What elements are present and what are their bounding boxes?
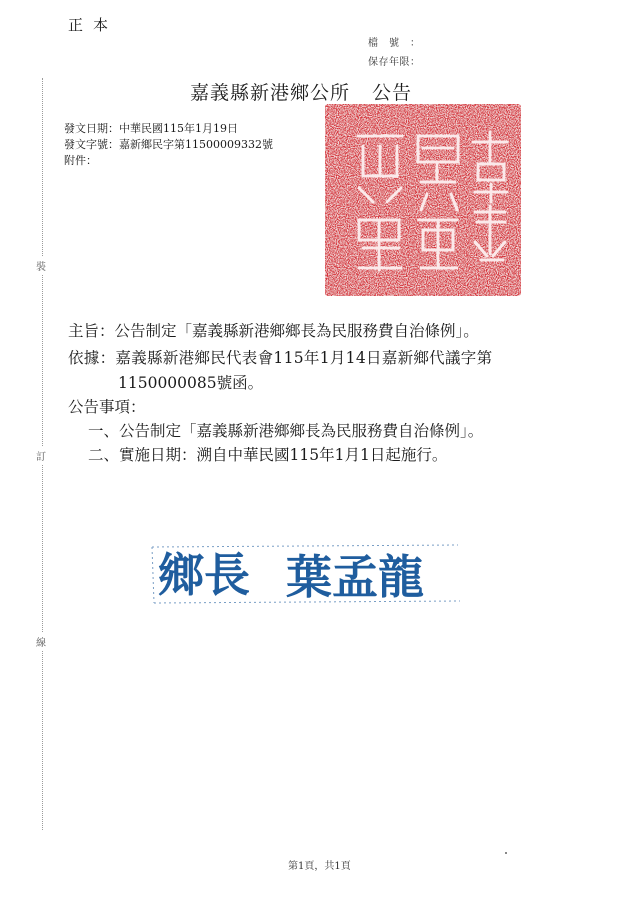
binding-mark-bind: 裝	[36, 256, 46, 275]
subject-label: 主旨：	[68, 322, 115, 340]
attachment-label: 附件：	[64, 154, 97, 167]
issue-date-value: 中華民國115年1月19日	[119, 122, 238, 135]
basis-text-line2: 1150000085號函。	[118, 374, 264, 392]
official-seal	[323, 102, 523, 298]
retention-label-text: 保存年限：	[368, 57, 420, 68]
basis-text-line1: 嘉義縣新港鄉民代表會115年1月14日嘉新鄉代議字第	[115, 349, 493, 367]
attachment-row	[64, 153, 273, 169]
basis-row	[68, 346, 492, 368]
document-type: 公告	[372, 82, 413, 104]
item-2-text: 實施日期：溯自中華民國115年1月1日起施行。	[119, 446, 448, 464]
subject-text: 公告制定「嘉義縣新港鄉鄉長為民服務費自治條例」。	[114, 322, 479, 340]
announcement-item-2	[88, 443, 447, 465]
reference-number-label: 發文字號：	[64, 138, 119, 151]
scan-speck	[505, 852, 507, 854]
file-number-label-text: 檔號：	[368, 38, 420, 49]
issue-info	[64, 121, 273, 169]
copy-mark: 正本	[68, 16, 119, 34]
announcement-item-1	[88, 419, 483, 441]
binding-mark-staple: 訂	[36, 446, 46, 465]
basis-label: 依據：	[68, 349, 116, 367]
signature-lettering	[158, 548, 424, 604]
signature-name-glyphs: 葉孟龍	[286, 550, 424, 604]
signature-title-glyphs: 鄉長	[158, 548, 250, 602]
item-1-number: 一、	[88, 422, 120, 440]
binding-mark-line: 線	[36, 632, 46, 651]
reference-number-value: 嘉新鄉民字第11500009332號	[119, 138, 273, 151]
mayor-signature-stamp	[148, 541, 466, 607]
item-1-text: 公告制定「嘉義縣新港鄉鄉長為民服務費自治條例」。	[119, 422, 484, 440]
page-number: 第1頁，共1頁	[288, 861, 351, 872]
file-number-label	[368, 34, 420, 49]
subject-row	[68, 319, 479, 341]
reference-number-row	[64, 137, 273, 153]
retention-period-label	[368, 53, 420, 68]
issue-date-row	[64, 121, 273, 137]
issue-date-label: 發文日期：	[64, 122, 119, 135]
announcement-items-heading: 公告事項：	[68, 398, 146, 416]
issuing-organization: 嘉義縣新港鄉公所	[190, 82, 351, 104]
item-2-number: 二、	[88, 446, 120, 464]
document-title	[190, 78, 412, 105]
